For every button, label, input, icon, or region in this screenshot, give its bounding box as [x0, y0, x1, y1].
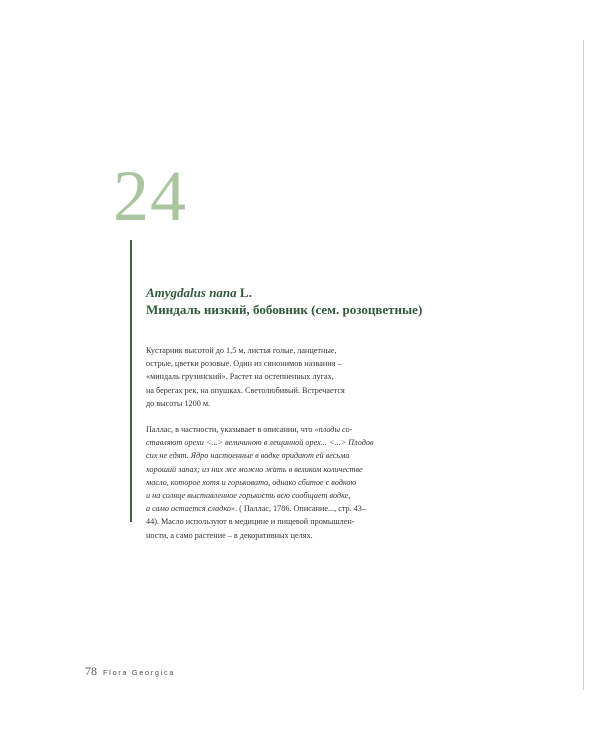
entry-number: 24 [113, 156, 187, 236]
vertical-accent-bar [130, 240, 132, 522]
paragraph-line [146, 449, 446, 462]
paragraph-line: Кустарник высотой до 1,5 м, листья голые, ланцетные, [146, 346, 337, 355]
latin-name: Amygdalus nana [146, 285, 237, 300]
paragraph-line [146, 463, 446, 476]
page-footer [85, 664, 175, 679]
quote-text: ставляют орехи <...> величиною в лещинной орех... <...> Плодов [146, 438, 374, 448]
quote-text: масло, которое хотя и горьковато, однако сбитое с водкою [146, 477, 357, 487]
paragraph-line: острые, цветки розовые. Один из синонимов названия – [146, 359, 342, 369]
paragraph-line [146, 423, 446, 436]
quote-text: и на солнце выставленное горькость всю сообщает водке, [146, 491, 351, 501]
paragraph-line [146, 436, 446, 449]
right-margin-rule [583, 40, 584, 690]
paragraph-line [146, 502, 446, 515]
plain-text: Паллас, в частности, указывает в описании, что [146, 425, 315, 435]
quote-text: сих не едят. Ядро настоенные в водке придают ей весьма [146, 451, 350, 461]
plain-text: 44). Масло используют в медицине и пищевой промышлен- [146, 517, 355, 527]
plain-text: . ( Паллас, 1786. Описание..., стр. 43– [235, 504, 366, 514]
page-number: 78 [85, 664, 97, 678]
paragraph-line [146, 529, 446, 542]
quote-text: «плоды со- [314, 425, 353, 435]
plain-text: ности, а само растение – в декоративных целях. [146, 530, 313, 540]
paragraph-line [146, 515, 446, 528]
russian-name: Миндаль низкий, бобовник (сем. розоцветные) [146, 302, 423, 317]
quote-text: а само остается сладко» [146, 504, 236, 514]
paragraph-line [146, 476, 446, 489]
book-title: Flora Georgica [103, 668, 176, 677]
entry-content [146, 284, 446, 555]
paragraph-line: на берегах рек, на опушках. Светолюбивый. Встречается [146, 385, 345, 395]
paragraph-line: до высоты 1200 м. [146, 398, 211, 408]
pallas-quote-paragraph [146, 423, 446, 542]
author-abbrev: L. [236, 285, 252, 300]
entry-title [146, 284, 446, 318]
paragraph-line: «миндаль грузинский». Растет на остепненных лугах, [146, 372, 334, 382]
quote-text: хороший запах; из них же можно жать в великом количестве [146, 464, 363, 474]
description-paragraph [146, 344, 446, 410]
paragraph-line [146, 489, 446, 502]
